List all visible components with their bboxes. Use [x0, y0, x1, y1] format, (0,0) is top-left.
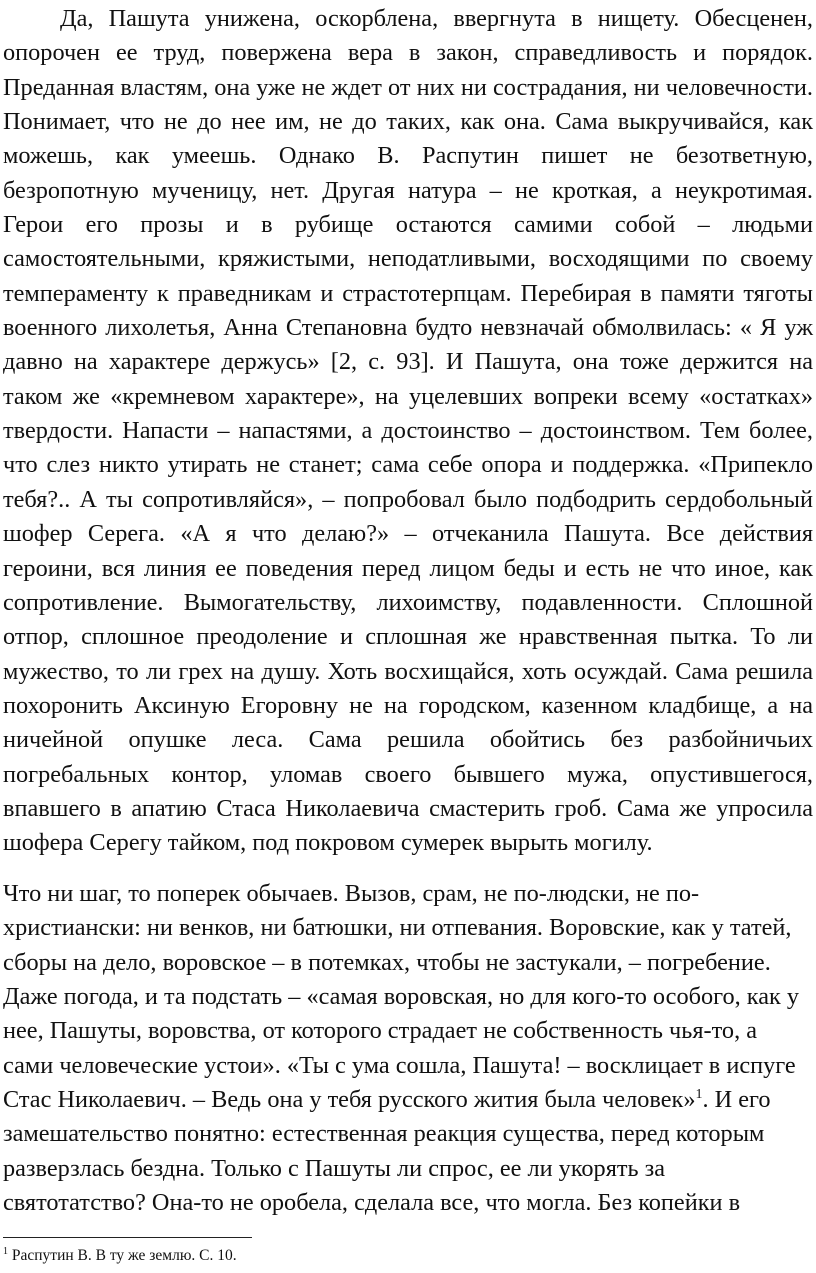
- body-paragraph-2: [3, 877, 811, 1220]
- footnote-reference[interactable]: 1: [695, 1086, 703, 1102]
- body-paragraph-1: Да, Пашута унижена, оскорблена, ввергнута в нищету. Обесценен, опорочен ее труд, повержена вера в закон, справедливость и порядок. Преданная властям, она уже не ждет от них ни сострадания, ни человечности. Понимает, что не до нее им, не до таких, как она. Сама выкручивайся, как можешь, как умеешь. Однако В. Распутин пишет не безответную, безропотную мученицу, нет. Другая натура – не кроткая, а неукротимая. Герои его прозы и в рубище остаются самими собой – людьми самостоятельными, кряжистыми, неподатливыми, восходящими по своему темпераменту к праведникам и страстотерпцам. Перебирая в памяти тяготы военного лихолетья, Анна Степановна будто невзначай обмолвилась: « Я уж давно на характере держусь» [2, с. 93]. И Пашута, она тоже держится на таком же «кремневом характере», на уцелевших вопреки всему «остатках» твердости. Напасти – напастями, а достоинство – достоинством. Тем более, что слез никто утирать не станет; сама себе опора и поддержка. «Припекло тебя?.. А ты сопротивляйся», – попробовал было подбодрить сердобольный шофер Серега. «А я что делаю?» – отчеканила Пашута. Все действия героини, вся линия ее поведения перед лицом беды и есть не что иное, как сопротивление. Вымогательству, лихоимству, подавленности. Сплошной отпор, сплошное преодоление и сплошная же нравственная пытка. То ли мужество, то ли грех на душу. Хоть восхищайся, хоть осуждай. Сама решила похоронить Аксиную Егоровну не на городском, казенном кладбище, а на ничейной опушке леса. Сама решила обойтись без разбойничьих погребальных контор, уломав своего бывшего мужа, опустившегося, впавшего в апатию Стаса Николаевича смастерить гроб. Сама же упросила шофера Серегу тайком, под покровом сумерек вырыть могилу.: [3, 5, 813, 857]
- footnote: [3, 1246, 237, 1266]
- footnote-number: 1: [3, 1245, 8, 1257]
- footnote-text: Распутин В. В ту же землю. С. 10.: [8, 1247, 237, 1264]
- paragraph-2-text-start: Что ни шаг, то поперек обычаев. Вызов, срам, не по-людски, не по-христиански: ни венков, ни батюшки, ни отпевания. Воровские, как у татей, сборы на дело, воровское – в потемках, чтобы не застукали, – погребение. Даже погода, и та подстать – «самая воровская, но для кого-то особого, как у нее, Пашуты, воровства, от которого страдает не собственность чья-то, а сами человеческие устои». «Ты с ума сошла, Пашута! – восклицает в испуге Стас Николаевич. – Ведь она у тебя русского жития была человек»: [3, 880, 800, 1114]
- paragraph-2-text-end: . И его замешательство понятно: естественная реакция существа, перед которым разверзлась бездна. Только с Пашуты ли спрос, ее ли укорять за святотатство? Она-то не оробела, сделала все, что могла. Без копейки в: [3, 1086, 771, 1217]
- footnote-separator: [3, 1237, 252, 1238]
